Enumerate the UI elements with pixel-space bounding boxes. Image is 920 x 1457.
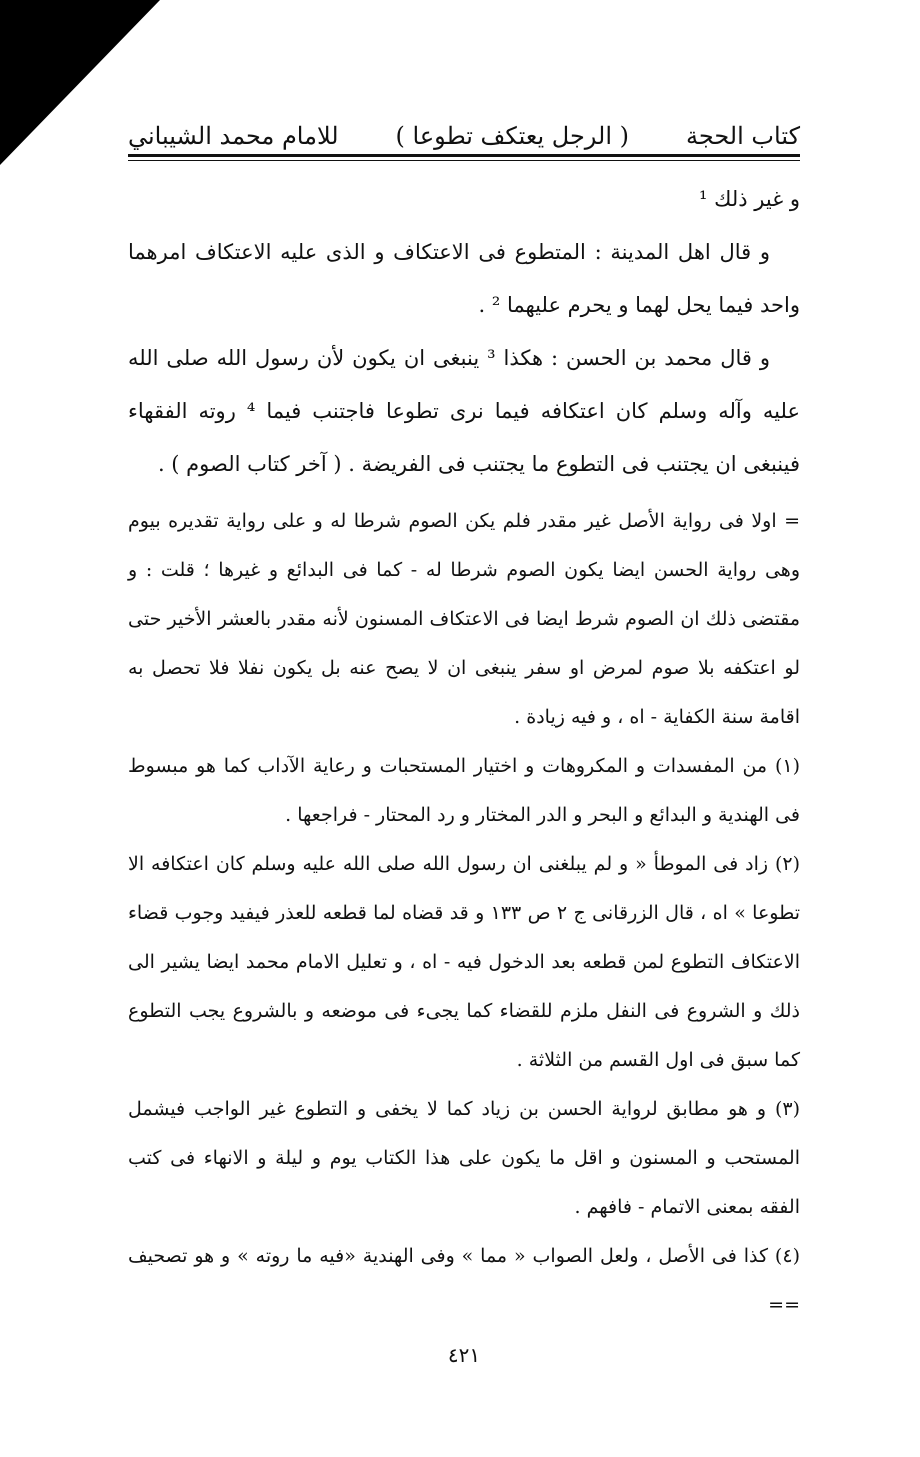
header-rule <box>128 154 800 161</box>
header-author: للامام محمد الشيباني <box>128 122 339 151</box>
book-page <box>128 95 800 1370</box>
header-rule-thick <box>128 154 800 157</box>
footnote-4: (٤) كذا فى الأصل ، ولعل الصواب « مما » وفى الهندية «فيه ما روته » و هو تصحيف == <box>128 1245 800 1316</box>
footnote-2: (٢) زاد فى الموطأ « و لم يبلغنى ان رسول الله صلى الله عليه وسلم كان اعتكافه الا تطوعا » اه ، قال الزرقانى ج ٢ ص ١٣٣ و قد قضاه لما قطعه للعذر فيفيد وجوب قضاء الاعتكاف التطوع لمن قطعه بعد الدخول فيه - اه ، و تعليل الامام محمد ايضا يشير الى ذلك و الشروع فى النفل ملزم للقضاء كما يجىء فى موضعه و بالشروع يجب التطوع كما سبق فى اول القسم من الثلاثة . <box>128 853 800 1071</box>
footnote-3: (٣) و هو مطابق لرواية الحسن بن زياد كما لا يخفى و التطوع غير الواجب فيشمل المستحب و المسنون و اقل ما يكون على هذا الكتاب يوم و ليلة و الانهاء فى كتب الفقه بمعنى الاتمام - فافهم . <box>128 1098 800 1218</box>
footnote-1: (١) من المفسدات و المكروهات و اختيار المستحبات و رعاية الآداب كما هو مبسوط فى الهندية و البدائع و البحر و الدر المختار و رد المحتار - فراجعها . <box>128 755 800 826</box>
main-paragraph-3: و قال محمد بن الحسن : هكذا ³ ينبغى ان يكون لأن رسول الله صلى الله عليه وآله وسلم كان اعتكافه فيما نرى تطوعا فاجتنب فيما ⁴ روته الفقهاء فينبغى ان يجتنب فى التطوع ما يجتنب فى الفريضة . ( آخر كتاب الصوم ) . <box>128 346 801 476</box>
footnotes <box>128 497 800 1330</box>
page-number: ٤٢١ <box>447 1343 481 1367</box>
header-rule-thin <box>128 160 800 161</box>
main-paragraph-2: و قال اهل المدينة : المتطوع فى الاعتكاف و الذى عليه الاعتكاف امرهما واحد فيما يحل لهما و يحرم عليهما ² . <box>128 240 800 317</box>
footnote-continuation: = اولا فى رواية الأصل غير مقدر فلم يكن الصوم شرطا له و على رواية تقديره بيوم وهى رواية الحسن ايضا يكون الصوم شرطا له - كما فى البدائع و غيرها ؛ قلت : و مقتضى ذلك ان الصوم شرط ايضا فى الاعتكاف المسنون لأنه مقدر بالعشر الأخير حتى لو اعتكفه بلا صوم لمرض او سفر ينبغى ان لا يصح عنه بل يكون نفلا فلا تحصل به اقامة سنة الكفاية - اه ، و فيه زيادة . <box>128 510 800 728</box>
running-header <box>128 95 800 151</box>
header-chapter: ( الرجل يعتكف تطوعا ) <box>395 122 630 151</box>
header-book-title: كتاب الحجة <box>685 122 800 151</box>
main-paragraph-1: و غير ذلك ¹ <box>699 187 800 211</box>
main-text <box>128 173 800 491</box>
